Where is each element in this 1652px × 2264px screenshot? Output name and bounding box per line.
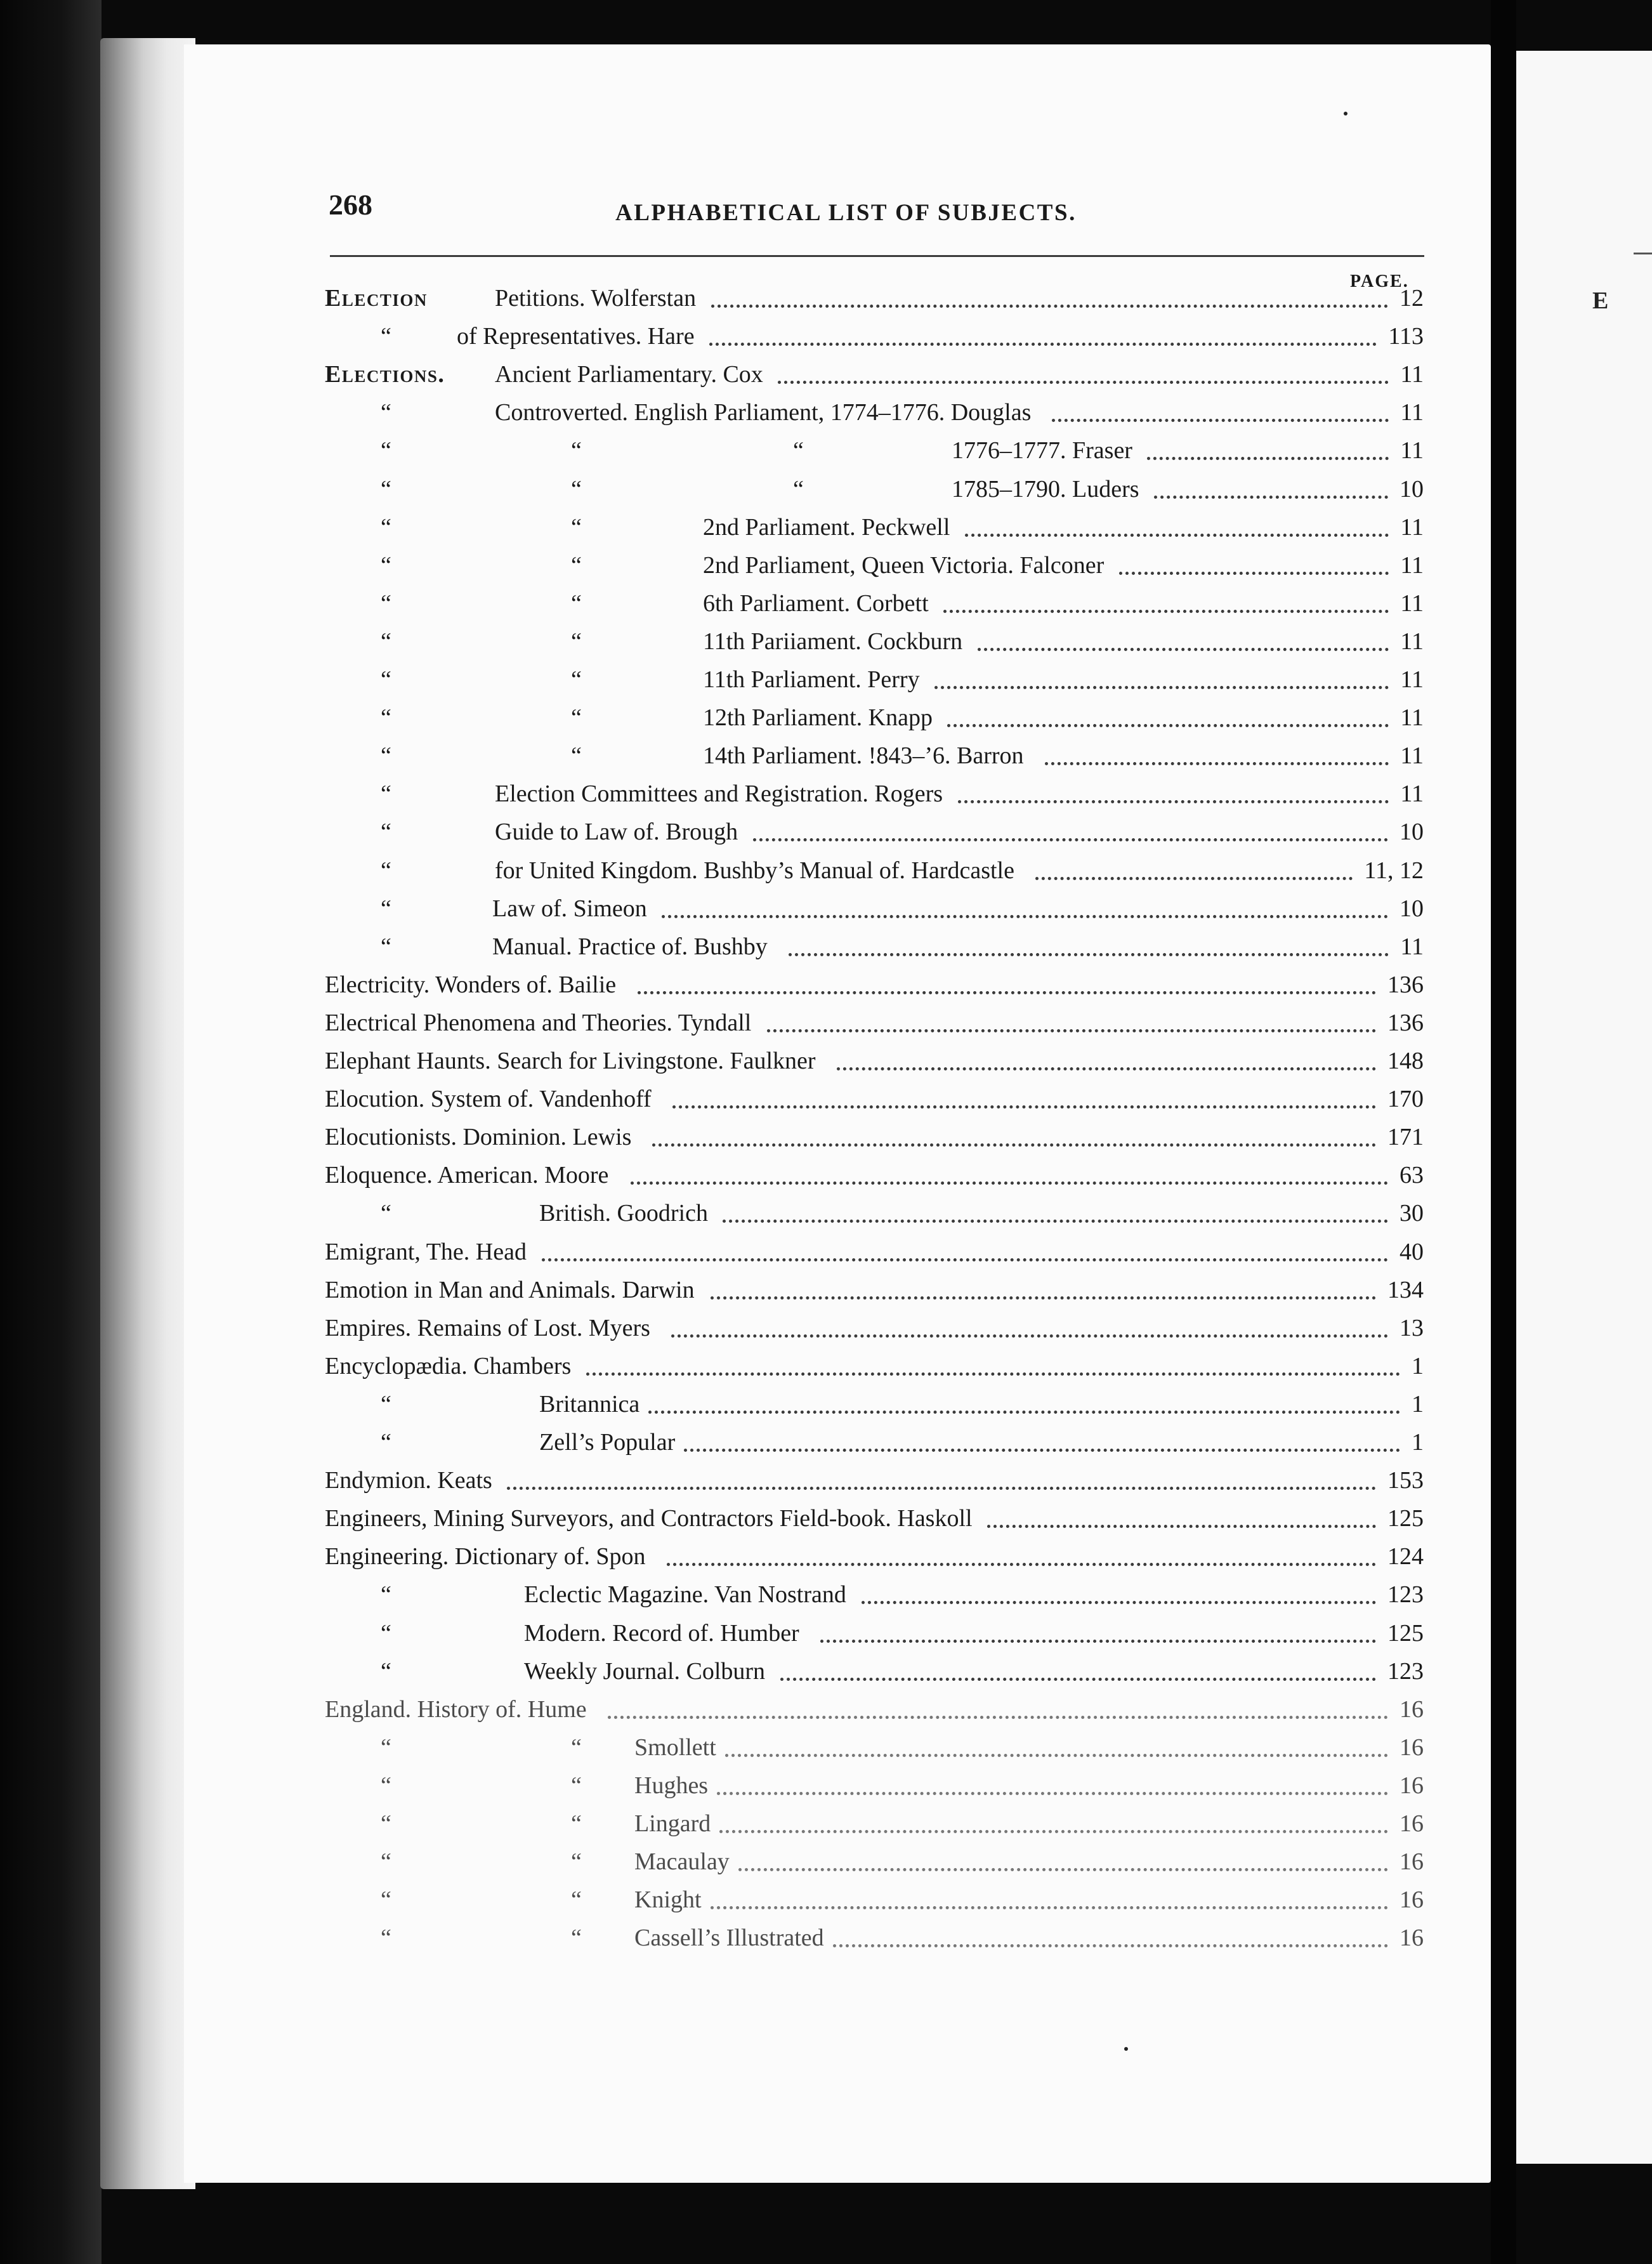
entry-text-c1: “ [381, 819, 391, 846]
entry-text-c2: Zell’s Popular [539, 1429, 676, 1456]
dot-leader [711, 305, 1388, 308]
dot-leader [1154, 496, 1388, 499]
entry-page-number: 16 [1400, 1848, 1424, 1876]
entry-text-c2: “ [571, 513, 582, 541]
entry-text-c1: “ [381, 1886, 391, 1914]
entry-text-c1: Elocution. System of. Vandenhoff [325, 1086, 652, 1113]
dot-leader [820, 1640, 1376, 1643]
entry-page-number: 11 [1400, 361, 1424, 388]
index-entry [0, 355, 1652, 393]
entry-text-c4: Macaulay [634, 1848, 730, 1876]
entry-text-c2: Modern. Record of. Humber [524, 1619, 799, 1647]
entry-page-number: 136 [1387, 1009, 1424, 1036]
dot-leader [542, 1258, 1388, 1261]
dot-leader [738, 1868, 1388, 1871]
entry-text-c1: “ [381, 742, 391, 770]
entry-page-number: 125 [1387, 1619, 1424, 1647]
page-column-label: PAGE. [1350, 272, 1409, 291]
entry-page-number: 11 [1400, 666, 1424, 693]
dot-leader [837, 1067, 1376, 1070]
entry-page-number: 63 [1400, 1162, 1424, 1189]
entry-text-c1: “ [381, 1429, 391, 1456]
dot-leader [1119, 572, 1389, 575]
entry-text-c2: “ [571, 1772, 582, 1799]
entry-text-c2: “ [571, 475, 582, 503]
index-entry [0, 1767, 1652, 1805]
entry-text-c4: 1776–1777. Fraser [952, 437, 1132, 464]
entry-text-c1: “ [381, 704, 391, 732]
index-entry [0, 1652, 1652, 1690]
entry-text-c4: 2nd Parliament, Queen Victoria. Falconer [703, 551, 1105, 579]
entry-page-number: 10 [1400, 895, 1424, 922]
entry-page-number: 11, 12 [1364, 857, 1424, 884]
entry-page-number: 16 [1400, 1695, 1424, 1723]
entry-page-number: 30 [1400, 1200, 1424, 1227]
dot-leader [1147, 457, 1389, 460]
entry-text-c2: Britannica [539, 1390, 640, 1418]
entry-text-c1: “ [381, 666, 391, 693]
dot-leader [667, 1563, 1376, 1566]
facing-page-letter: E [1592, 287, 1609, 314]
index-entry [0, 1881, 1652, 1919]
entry-page-number: 11 [1400, 742, 1424, 770]
entry-page-number: 136 [1387, 971, 1424, 998]
entry-text-c4: Hughes [634, 1772, 709, 1799]
index-entry [0, 1271, 1652, 1309]
entry-text-c1: “ [381, 628, 391, 655]
index-entry [0, 1309, 1652, 1347]
dot-leader [507, 1487, 1376, 1490]
dot-leader [778, 381, 1389, 384]
entry-page-number: 11 [1400, 399, 1424, 426]
entry-text-c1: Election [325, 285, 428, 312]
entry-text-c2: Weekly Journal. Colburn [524, 1657, 766, 1685]
entry-page-number: 11 [1400, 628, 1424, 655]
entry-text-c1: “ [381, 1772, 391, 1799]
entry-text-c2: “ [571, 666, 582, 693]
entry-text-c1: “ [381, 589, 391, 617]
entry-text-c4: Cassell’s Illustrated [634, 1925, 824, 1952]
entry-text-c1: “ [381, 1734, 391, 1761]
dot-leader [780, 1678, 1376, 1681]
index-entry [0, 1118, 1652, 1156]
index-entry [0, 737, 1652, 775]
index-entry [0, 1423, 1652, 1461]
entry-text-c1: “ [381, 780, 391, 808]
index-entry [0, 1461, 1652, 1499]
entry-page-number: 125 [1387, 1505, 1424, 1532]
entry-text-c2: Law of. Simeon [492, 895, 647, 922]
dot-leader [753, 838, 1388, 841]
entry-page-number: 170 [1387, 1086, 1424, 1113]
entry-page-number: 123 [1387, 1657, 1424, 1685]
index-entry [0, 1614, 1652, 1652]
index-entry [0, 661, 1652, 699]
entry-page-number: 123 [1387, 1581, 1424, 1609]
index-entry [0, 508, 1652, 546]
entry-page-number: 171 [1387, 1124, 1424, 1151]
index-entry [0, 775, 1652, 813]
dot-leader [638, 991, 1376, 994]
entry-text-c4: Smollett [634, 1734, 716, 1761]
index-entry [0, 1156, 1652, 1194]
entry-page-number: 11 [1400, 513, 1424, 541]
index-entry [0, 1499, 1652, 1537]
entry-page-number: 148 [1387, 1048, 1424, 1074]
entry-text-c1: Elocutionists. Dominion. Lewis [325, 1124, 632, 1151]
entry-page-number: 11 [1400, 551, 1424, 579]
index-entry [0, 890, 1652, 928]
dot-leader [719, 1830, 1388, 1833]
entry-page-number: 113 [1388, 323, 1424, 350]
dot-leader [711, 1906, 1388, 1909]
entry-text-c3: “ [793, 475, 804, 503]
entry-text-c1: Electricity. Wonders of. Bailie [325, 971, 617, 998]
dot-leader [608, 1716, 1388, 1719]
entry-text-c4: 2nd Parliament. Peckwell [703, 513, 950, 541]
dot-leader [648, 1411, 1400, 1414]
dot-leader [947, 724, 1389, 727]
index-entry [0, 699, 1652, 737]
entry-page-number: 153 [1387, 1467, 1424, 1494]
entry-text-c2: “ [571, 1886, 582, 1914]
entry-text-c2: “ [571, 551, 582, 579]
entry-text-c1: “ [381, 475, 391, 503]
entry-page-number: 16 [1400, 1925, 1424, 1952]
page-number: 268 [329, 188, 372, 221]
entry-page-number: 11 [1400, 437, 1424, 464]
entry-page-number: 11 [1400, 933, 1424, 960]
dot-leader [958, 800, 1389, 803]
index-entry [0, 1194, 1652, 1232]
entry-text-c1: “ [381, 895, 391, 922]
entry-text-c1: Emigrant, The. Head [325, 1238, 527, 1265]
index-entry [0, 1233, 1652, 1271]
entry-text-c2: “ [571, 704, 582, 732]
dot-leader [684, 1449, 1400, 1452]
index-entry [0, 470, 1652, 508]
entry-text-c1: “ [381, 1810, 391, 1837]
entry-text-c4: 14th Parliament. !843–’6. Barron [703, 742, 1024, 770]
index-entry [0, 1347, 1652, 1385]
index-entry [0, 1385, 1652, 1423]
dot-leader [965, 534, 1389, 537]
entry-page-number: 12 [1400, 285, 1424, 312]
dot-leader [934, 686, 1389, 689]
entry-page-number: 124 [1387, 1543, 1424, 1570]
index-entry [0, 1919, 1652, 1957]
entry-text-c1: Endymion. Keats [325, 1467, 492, 1494]
index-entry [0, 431, 1652, 470]
dot-leader [978, 648, 1389, 651]
dot-leader [723, 1220, 1388, 1223]
entry-text-c2: “ [571, 1848, 582, 1876]
index-entry [0, 1004, 1652, 1042]
index-entry [0, 546, 1652, 584]
entry-text-c1: “ [381, 1390, 391, 1418]
entry-page-number: 13 [1400, 1314, 1424, 1341]
entry-text-c2: “ [571, 589, 582, 617]
dot-leader [943, 610, 1389, 613]
dot-leader [631, 1181, 1388, 1185]
entry-text-c2: Guide to Law of. Brough [495, 819, 738, 846]
entry-text-c4: 6th Parliament. Corbett [703, 589, 929, 617]
entry-text-c1: “ [381, 1581, 391, 1609]
entry-page-number: 16 [1400, 1772, 1424, 1799]
entry-text-c1: “ [381, 513, 391, 541]
index-entry [0, 393, 1652, 431]
entry-page-number: 40 [1400, 1238, 1424, 1265]
dot-leader [662, 915, 1388, 918]
entry-text-c2: British. Goodrich [539, 1200, 708, 1227]
dot-leader [1035, 877, 1353, 880]
entry-page-number: 1 [1412, 1429, 1424, 1456]
entry-text-c2: Manual. Practice of. Bushby [492, 933, 768, 960]
entry-text-c2: Controverted. English Parliament, 1774–1776. Douglas [495, 399, 1032, 426]
entry-text-c4: 12th Parliament. Knapp [703, 704, 933, 732]
entry-text-c2: Election Committees and Registration. Rogers [495, 780, 943, 808]
entry-text-c4: Knight [634, 1886, 702, 1914]
entry-page-number: 11 [1400, 780, 1424, 808]
entry-text-c2: for United Kingdom. Bushby’s Manual of. Hardcastle [495, 857, 1014, 884]
entry-text-c4: 11th Parliament. Perry [703, 666, 920, 693]
entry-text-c2: “ [571, 628, 582, 655]
index-entry [0, 1537, 1652, 1576]
entry-text-c2: “ [571, 1925, 582, 1952]
entry-text-c1: Encyclopædia. Chambers [325, 1352, 572, 1379]
entry-text-c2: “ [571, 1734, 582, 1761]
entry-text-c4: 11th Pariiament. Cockburn [703, 628, 963, 655]
entry-text-c1: “ [381, 933, 391, 960]
entry-text-c2: “ [571, 437, 582, 464]
dot-leader [671, 1334, 1388, 1338]
entry-text-c4: 1785–1790. Luders [952, 475, 1139, 503]
index-entry [0, 966, 1652, 1004]
entry-page-number: 16 [1400, 1810, 1424, 1837]
index-entry [0, 928, 1652, 966]
index-entry [0, 1080, 1652, 1118]
running-head: ALPHABETICAL LIST OF SUBJECTS. [615, 200, 1077, 226]
entry-text-c1: England. History of. Hume [325, 1695, 587, 1723]
dot-leader [987, 1525, 1376, 1528]
entry-text-c1: Elephant Haunts. Search for Livingstone. Faulkner [325, 1048, 816, 1074]
dot-leader [711, 1296, 1376, 1300]
index-entry [0, 1805, 1652, 1843]
entry-page-number: 10 [1400, 475, 1424, 503]
entry-text-c2: Ancient Parliamentary. Cox [495, 361, 763, 388]
index-entry [0, 1843, 1652, 1881]
entry-text-c1: Electrical Phenomena and Theories. Tyndall [325, 1009, 752, 1036]
entry-page-number: 134 [1387, 1276, 1424, 1303]
index-entry [0, 622, 1652, 661]
entry-text-c2: Eclectic Magazine. Van Nostrand [524, 1581, 846, 1609]
entry-text-c2: of Representatives. Hare [457, 323, 695, 350]
index-entry [0, 279, 1652, 317]
entry-page-number: 16 [1400, 1734, 1424, 1761]
dot-leader [1052, 419, 1389, 422]
entry-page-number: 11 [1400, 704, 1424, 732]
entry-page-number: 1 [1412, 1352, 1424, 1379]
entry-text-c2: “ [571, 742, 582, 770]
entry-text-c3: “ [793, 437, 804, 464]
index-entry [0, 1728, 1652, 1767]
dot-leader [709, 343, 1377, 346]
entry-text-c1: Empires. Remains of Lost. Myers [325, 1314, 650, 1341]
entry-text-c1: “ [381, 437, 391, 464]
entry-text-c1: “ [381, 323, 391, 350]
dot-leader [717, 1792, 1388, 1795]
entry-page-number: 1 [1412, 1390, 1424, 1418]
dot-leader [789, 953, 1389, 956]
entry-text-c1: Eloquence. American. Moore [325, 1162, 609, 1189]
entry-text-c1: “ [381, 1619, 391, 1647]
index-entry [0, 1690, 1652, 1728]
dot-leader [1045, 762, 1389, 765]
entry-text-c1: Elections. [325, 361, 445, 388]
index-entry [0, 1042, 1652, 1080]
index-entry [0, 852, 1652, 890]
entry-page-number: 11 [1400, 589, 1424, 617]
entry-text-c1: “ [381, 1848, 391, 1876]
entry-text-c2: Petitions. Wolferstan [495, 285, 697, 312]
entry-text-c1: “ [381, 399, 391, 426]
entry-text-c1: Emotion in Man and Animals. Darwin [325, 1276, 695, 1303]
entry-text-c2: “ [571, 1810, 582, 1837]
dot-leader [652, 1143, 1376, 1147]
dot-leader [767, 1029, 1376, 1032]
entry-text-c1: “ [381, 551, 391, 579]
dot-leader [725, 1754, 1388, 1757]
entry-text-c1: Engineering. Dictionary of. Spon [325, 1543, 646, 1570]
dot-leader [672, 1105, 1376, 1109]
dot-leader [833, 1944, 1388, 1947]
entry-text-c1: “ [381, 1925, 391, 1952]
entry-text-c1: Engineers, Mining Surveyors, and Contractors Field-book. Haskoll [325, 1505, 973, 1532]
index-entry [0, 1576, 1652, 1614]
dot-leader [862, 1601, 1376, 1604]
index-entry [0, 317, 1652, 355]
dot-leader [586, 1372, 1400, 1376]
index-entry [0, 584, 1652, 622]
entry-page-number: 10 [1400, 819, 1424, 846]
entry-text-c1: “ [381, 1200, 391, 1227]
entry-text-c1: “ [381, 1657, 391, 1685]
entry-text-c1: “ [381, 857, 391, 884]
entry-page-number: 16 [1400, 1886, 1424, 1914]
entry-text-c4: Lingard [634, 1810, 711, 1837]
index-entry [0, 813, 1652, 851]
